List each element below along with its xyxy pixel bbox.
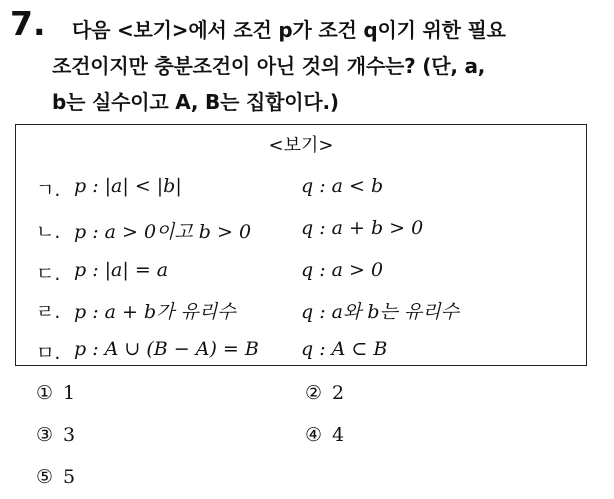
condition-q: q : a < b <box>301 175 384 197</box>
choice-3[interactable] <box>36 424 75 446</box>
choice-mark: ② <box>305 382 323 404</box>
question-stem-line-2: 조건이지만 충분조건이 아닌 것의 개수는? (단, a, <box>52 54 486 78</box>
condition-p: p : |a| = a <box>74 259 169 281</box>
choice-mark: ④ <box>305 424 323 446</box>
choice-value: 3 <box>63 424 76 446</box>
question-number: 7. <box>10 4 46 43</box>
bogi-item-2 <box>16 217 586 247</box>
choice-value: 2 <box>332 382 345 404</box>
choice-1[interactable] <box>36 382 75 404</box>
question-stem-line-3: b는 실수이고 A, B는 집합이다.) <box>52 90 339 114</box>
condition-q: q : a > 0 <box>301 259 384 281</box>
item-marker: ㅁ. <box>36 342 61 364</box>
choice-mark: ⑤ <box>36 466 54 488</box>
question-stem-line-1: 다음 <보기>에서 조건 p가 조건 q이기 위한 필요 <box>72 18 506 42</box>
item-marker: ㄴ. <box>36 221 61 243</box>
choice-value: 5 <box>63 466 76 488</box>
item-marker: ㄹ. <box>36 301 61 323</box>
choice-mark: ③ <box>36 424 54 446</box>
bogi-item-1 <box>16 175 586 205</box>
condition-q: q : a + b > 0 <box>301 217 424 239</box>
condition-p: p : A ∪ (B − A) = B <box>74 338 259 360</box>
bogi-item-5 <box>16 338 586 368</box>
condition-q: q : A ⊂ B <box>301 338 388 360</box>
bogi-title: <보기> <box>268 135 334 156</box>
condition-p: p : a > 0이고 b > 0 <box>74 221 252 243</box>
choice-4[interactable] <box>305 424 344 446</box>
bogi-box <box>15 124 587 366</box>
choice-5[interactable] <box>36 466 75 488</box>
choice-value: 4 <box>332 424 345 446</box>
condition-p: p : |a| < |b| <box>74 175 182 197</box>
choice-2[interactable] <box>305 382 344 404</box>
choice-value: 1 <box>63 382 76 404</box>
bogi-item-4 <box>16 297 586 327</box>
condition-p: p : a + b가 유리수 <box>74 301 236 323</box>
item-marker: ㄷ. <box>36 263 61 285</box>
choice-mark: ① <box>36 382 54 404</box>
bogi-item-3 <box>16 259 586 289</box>
condition-q: q : a와 b는 유리수 <box>301 301 459 323</box>
item-marker: ㄱ. <box>36 179 61 201</box>
